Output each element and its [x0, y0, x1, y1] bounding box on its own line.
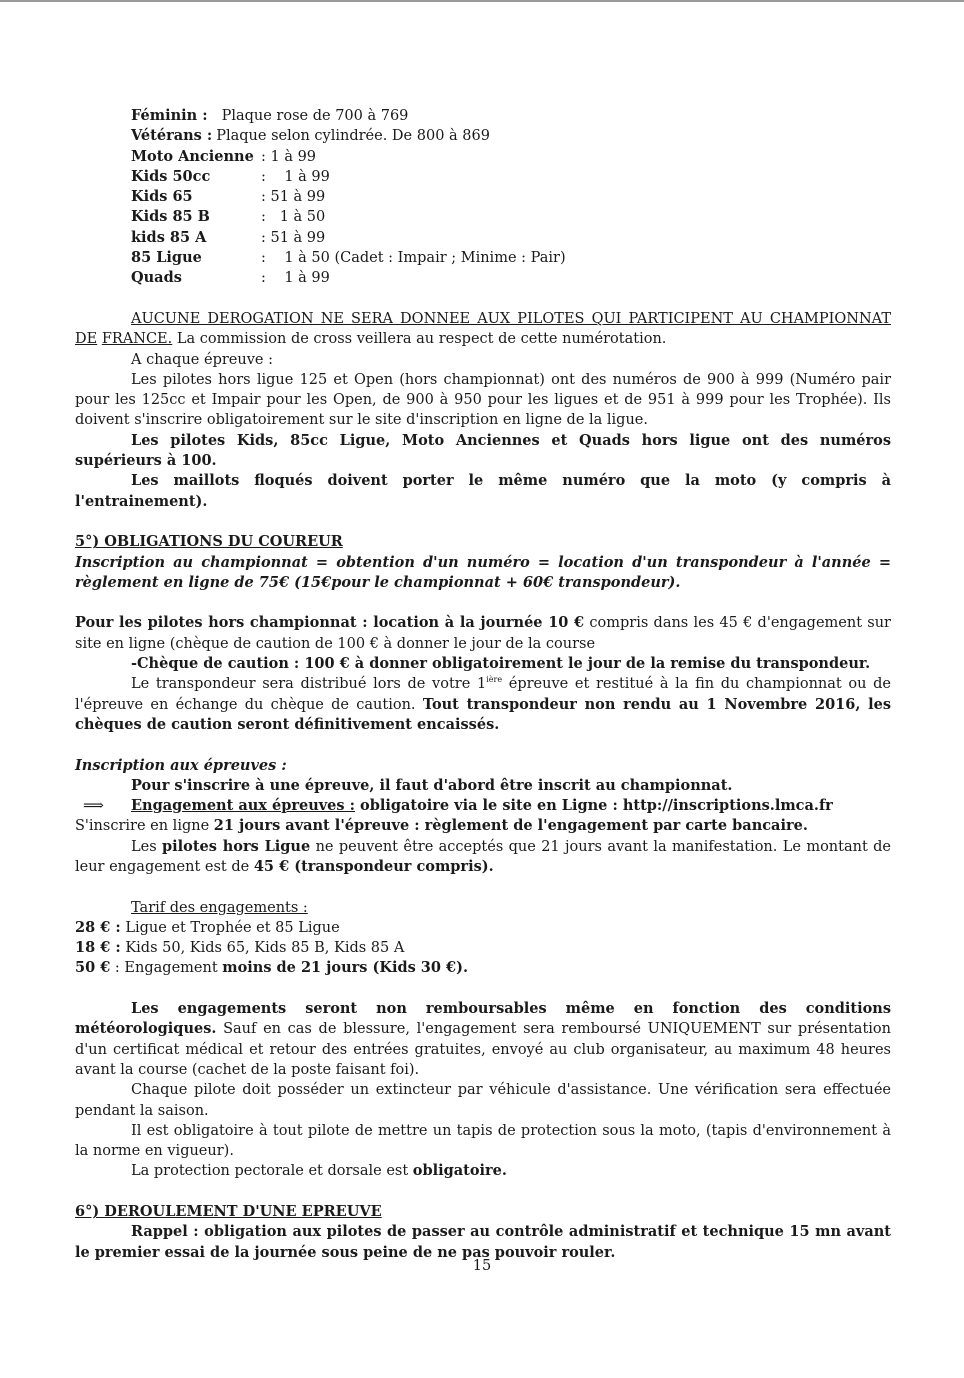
- remboursement-bold-word: météorologiques.: [75, 1020, 217, 1038]
- numbering-row: [131, 207, 891, 227]
- arrow-right-icon: ⟹: [83, 798, 104, 815]
- numbering-value: Plaque rose de 700 à 769: [221, 108, 409, 124]
- transpondeur-paragraph: [75, 674, 891, 735]
- numbering-value: Plaque selon cylindrée. De 800 à 869: [216, 128, 490, 145]
- tarif-text: Kids 50, Kids 65, Kids 85 B, Kids 85 A: [120, 940, 405, 957]
- numbering-value: : 1 à 99: [261, 148, 317, 165]
- page-top-rule: [0, 0, 964, 2]
- numbering-value: : 1 à 50: [261, 209, 326, 226]
- protection-bold: obligatoire.: [412, 1162, 507, 1180]
- document-page: [75, 106, 891, 1263]
- engagement-link-text[interactable]: obligatoire via le site en Ligne : http://inscriptions.lmca.fr: [354, 797, 833, 815]
- hors-ligue-bold: pilotes hors Ligue: [162, 837, 311, 855]
- numbering-row: [131, 167, 891, 187]
- numbering-row: [131, 187, 891, 207]
- inscription-requirement-text: Pour s'inscrire à une épreuve, il faut d'abord être inscrit au championnat.: [131, 776, 733, 794]
- derogation-paragraph: [75, 309, 891, 350]
- numbering-row: [131, 106, 891, 126]
- numbering-row: [131, 126, 891, 146]
- numbering-label: 85 Ligue: [131, 249, 202, 267]
- hors-ligue-text-b: ne peuvent être acceptés que 21 jours avant la manifestation. Le montant de leur engagement est de: [75, 838, 892, 875]
- numbering-row: [131, 228, 891, 248]
- section5-heading: 5°) OBLIGATIONS DU COUREUR: [75, 533, 343, 551]
- tarif-text: Ligue et Trophée et 85 Ligue: [120, 919, 340, 936]
- section6-heading: 6°) DEROULEMENT D'UNE EPREUVE: [75, 1203, 382, 1221]
- tapis-paragraph: Il est obligatoire à tout pilote de mettre un tapis de protection sous la moto, (tapis d'environnement à la norme en vigueur).: [75, 1122, 891, 1160]
- derogation-underlined: AUCUNE DEROGATION NE SERA DONNEE AUX PILOTES QUI PARTICIPENT AU CHAMPIONNAT DE: [75, 310, 891, 348]
- numbering-value: : 1 à 50 (Cadet : Impair ; Minime : Pair): [261, 250, 566, 267]
- derogation-underlined-end: FRANCE.: [101, 331, 173, 348]
- each-event-text: A chaque épreuve :: [131, 351, 273, 368]
- numbering-value: : 1 à 99: [261, 168, 330, 185]
- numbering-label: Quads: [131, 269, 182, 287]
- numbering-row: [131, 248, 891, 268]
- hors-championnat-paragraph: [75, 613, 891, 654]
- remboursement-paragraph: [75, 1019, 891, 1080]
- engagement-label: Engagement aux épreuves :: [131, 797, 355, 815]
- numbering-value: : 51 à 99: [261, 189, 326, 206]
- tarif-bold-tail: moins de 21 jours (Kids 30 €).: [222, 959, 469, 977]
- transpondeur-superscript: ière: [486, 675, 503, 685]
- extincteur-paragraph: Chaque pilote doit posséder un extincteur par véhicule d'assistance. Une vérification sera effectuée pendant la saison.: [75, 1082, 891, 1119]
- transpondeur-bold: Tout transpondeur non rendu au 1 Novembre 2016, les chèques de caution seront définitivement encaissés.: [75, 695, 891, 733]
- hors-ligue-amount: 45 € (transpondeur compris).: [253, 857, 494, 875]
- tarif-item: [75, 918, 891, 938]
- tarif-price: 28 € :: [75, 918, 121, 936]
- championship-inscription-text: Inscription au championnat = obtention d'un numéro = location d'un transpondeur à l'année = règlement en ligne de 75€ (15€pour le championnat + 60€ transpondeur).: [75, 553, 891, 591]
- numbering-label: Vétérans :: [131, 127, 213, 145]
- derogation-rest: La commission de cross veillera au respect de cette numérotation.: [172, 331, 667, 348]
- hors-ligue-text-a: Les: [131, 838, 163, 855]
- remboursement-bold-line: Les engagements seront non remboursables même en fonction des conditions: [131, 1000, 891, 1018]
- inscrire-line: [75, 816, 891, 836]
- hors-ligue-paragraph: Les pilotes hors ligue 125 et Open (hors championnat) ont des numéros de 900 à 999 (Numéro pair pour les 125cc et Impair pour les Open, de 900 à 950 pour les ligues et de 951 à 999 pour les Trophée). Ils doivent s'inscrire obligatoirement sur le site d'inscription en ligne de la ligue.: [75, 371, 891, 429]
- inscription-epreuves-heading: Inscription aux épreuves :: [75, 756, 287, 774]
- tarif-text: : Engagement: [110, 960, 223, 977]
- hors-championnat-bold: Pour les pilotes hors championnat : location à la journée 10 €: [75, 614, 585, 632]
- numbering-label: Kids 50cc: [131, 167, 211, 185]
- tarif-price: 50 €: [75, 959, 111, 977]
- inscrire-bold: 21 jours avant l'épreuve : règlement de l'engagement par carte bancaire.: [213, 817, 808, 835]
- inscrire-text: S'inscrire en ligne: [75, 818, 214, 835]
- maillots-paragraph: Les maillots floqués doivent porter le même numéro que la moto (y compris à l'entrainement).: [75, 472, 891, 510]
- numbering-row: [131, 268, 891, 288]
- numbering-label: Féminin :: [131, 107, 208, 124]
- remboursement-rest: Sauf en cas de blessure, l'engagement sera remboursé UNIQUEMENT sur présentation d'un certificat médical et retour des entrées gratuites, envoyé au club organisateur, au maximum 48 heures avant la course (cachet de la poste faisant foi).: [75, 1021, 891, 1078]
- kids-numbers-paragraph: Les pilotes Kids, 85cc Ligue, Moto Anciennes et Quads hors ligue ont des numéros supérieurs à 100.: [75, 431, 891, 470]
- numbering-row: [131, 147, 891, 167]
- numbering-label: kids 85 A: [131, 228, 207, 246]
- transpondeur-text-b: épreuve et restitué à la fin du championnat ou de l'épreuve en échange du chèque de caution.: [75, 676, 891, 713]
- numbering-label: Kids 85 B: [131, 208, 210, 226]
- hors-championnat-rest: compris dans les 45 € d'engagement sur site en ligne (chèque de caution de 100 € à donner le jour de la course: [75, 615, 891, 652]
- numbering-value: : 51 à 99: [261, 229, 326, 246]
- numbering-value: : 1 à 99: [261, 270, 330, 287]
- numbering-list: [75, 106, 891, 289]
- engagement-line: [75, 796, 891, 816]
- protection-text: La protection pectorale et dorsale est: [131, 1163, 413, 1180]
- protection-line: [75, 1161, 891, 1181]
- transpondeur-text-a: Le transpondeur sera distribué lors de votre 1: [131, 676, 487, 693]
- cheque-caution-text: -Chèque de caution : 100 € à donner obligatoirement le jour de la remise du transpondeur.: [131, 655, 871, 673]
- tarif-item: [75, 958, 891, 978]
- numbering-label: Moto Ancienne: [131, 147, 254, 165]
- hors-ligue-engagement-paragraph: [75, 837, 891, 878]
- tarif-price: 18 € :: [75, 939, 121, 957]
- tarif-item: [75, 938, 891, 958]
- numbering-label: Kids 65: [131, 188, 193, 206]
- page-number: 15: [472, 1258, 492, 1274]
- rappel-paragraph: Rappel : obligation aux pilotes de passer au contrôle administratif et technique 15 mn avant le premier essai de la journée sous peine de ne pas pouvoir rouler.: [75, 1223, 891, 1261]
- tarif-heading: Tarif des engagements :: [131, 899, 308, 916]
